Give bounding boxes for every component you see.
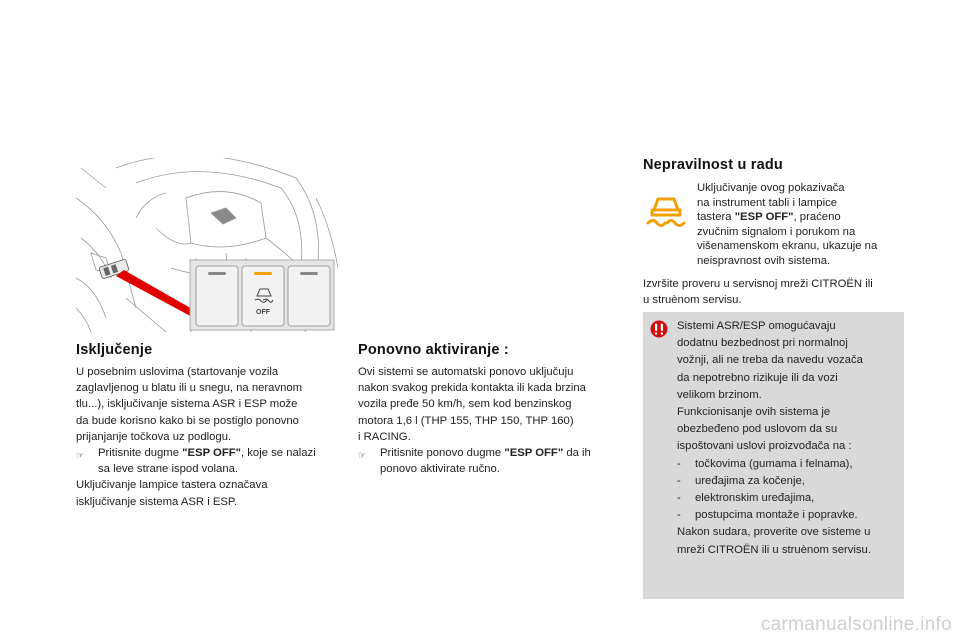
check-text xyxy=(643,276,913,308)
warning-line-2: dodatnu bezbednost pri normalnoj xyxy=(677,337,848,350)
indicator-line-3 xyxy=(697,210,907,225)
check-line-1: Izvršite proveru u servisnoj mreži CITROËN ili xyxy=(643,278,873,290)
middle-bullet-text-d: ponovo aktivirate ručno. xyxy=(380,463,500,476)
middle-p1-line-2: nakon svakog prekida kontakta ili kada brzina xyxy=(358,382,586,395)
indicator-line-1: Uključivanje ovog pokazivača xyxy=(697,182,845,194)
middle-p1-line-3: vozila pređe 50 km/h, sem kod benzinskog xyxy=(358,398,572,411)
middle-p1-line-1: Ovi sistemi se automatski ponovo uključuju xyxy=(358,366,574,378)
left-p1-line-5: prijanjanje točkova uz podlogu. xyxy=(76,430,232,443)
esp-warning-icon xyxy=(645,193,687,229)
left-bullet-text-c: , koje se nalazi xyxy=(240,447,316,460)
left-p1-line-2: zaglavljenog u blatu ili u snegu, na neravnom xyxy=(76,382,303,395)
warning-line-4: da nepotrebno rizikuje ili da vozi xyxy=(677,371,838,384)
middle-p1-line-5: i RACING. xyxy=(358,430,411,443)
dashboard-drawing xyxy=(76,158,338,332)
left-p2-line-1: Uključivanje lampice tastera označava xyxy=(76,479,268,492)
left-bullet-text-a: Pritisnite dugme xyxy=(98,447,183,460)
indicator-line-6: neispravnost ovih sistema. xyxy=(697,254,831,267)
warning-dash-item: - uređajima za kočenje, xyxy=(677,473,897,490)
dash-item-text: točkovima (gumama i felnama), xyxy=(695,457,853,470)
warning-line-10: mreži CITROËN ili u struènom servisu. xyxy=(677,543,871,556)
warning-line-7: obezbeđeno pod uslovom da su xyxy=(677,423,838,436)
warning-line-8: ispoštovani uslovi proizvođača na : xyxy=(677,440,852,453)
warning-dash-item: - točkovima (gumama i felnama), xyxy=(677,456,897,473)
middle-bullet-text-a: Pritisnite ponovo dugme xyxy=(380,447,505,460)
warning-text xyxy=(677,318,897,559)
check-line-2: u struènom servisu. xyxy=(643,294,742,307)
indicator-line-2: na instrument tabli i lampice xyxy=(697,196,838,209)
middle-p1-line-4: motora 1,6 l (THP 155, THP 150, THP 160) xyxy=(358,414,574,427)
warning-line-1: Sistemi ASR/ESP omogućavaju xyxy=(677,320,836,332)
warning-dash-item: - postupcima montaže i popravke. xyxy=(677,507,897,524)
left-p1-line-4: da bude korisno kako bi se postiglo ponovno xyxy=(76,414,299,427)
indicator-esp-off: "ESP OFF" xyxy=(734,211,794,224)
indicator-line-4: zvučnim signalom i porukom na xyxy=(697,225,856,238)
pointer-icon: ☞ xyxy=(76,450,85,461)
warning-line-6: Funkcionisanje ovih sistema je xyxy=(677,406,831,419)
exclamation-warning-icon xyxy=(650,320,668,338)
left-p2-line-2: isključivanje sistema ASR i ESP. xyxy=(76,495,238,508)
left-bullet-text-d: sa leve strane ispod volana. xyxy=(98,463,239,476)
left-p1-line-1: U posebnim uslovima (startovanje vozila xyxy=(76,366,279,378)
dash-item-text: elektronskim uređajima, xyxy=(695,492,815,505)
dash-item-text: uređajima za kočenje, xyxy=(695,474,805,487)
warning-line-5: velikom brzinom. xyxy=(677,388,762,401)
esp-switch-illustration xyxy=(76,158,338,332)
indicator-pre: tastera xyxy=(697,211,735,224)
left-bullet-esp-off: "ESP OFF" xyxy=(182,447,241,460)
watermark: carmanualsonline.info xyxy=(760,614,952,635)
middle-bullet xyxy=(358,445,628,477)
heading-ponovno-aktiviranje: Ponovno aktiviranje : xyxy=(358,342,509,358)
dash-item-text: postupcima montaže i popravke. xyxy=(695,509,858,522)
middle-text xyxy=(358,364,628,477)
off-label: OFF xyxy=(256,309,270,316)
left-p1-line-3: tlu...), isključivanje sistema ASR i ESP može xyxy=(76,398,298,411)
heading-iskljucenje: Isključenje xyxy=(76,342,153,358)
indicator-post: , praćeno xyxy=(793,211,841,224)
left-text xyxy=(76,364,346,510)
heading-nepravilnost: Nepravilnost u radu xyxy=(643,157,783,173)
indicator-text xyxy=(697,181,907,269)
warning-dash-item: - elektronskim uređajima, xyxy=(677,490,897,507)
warning-line-9: Nakon sudara, proverite ove sisteme u xyxy=(677,526,871,539)
pointer-icon: ☞ xyxy=(358,450,367,461)
left-bullet xyxy=(76,445,346,477)
middle-bullet-text-c: da ih xyxy=(563,447,591,460)
warning-line-3: vožnji, ali ne treba da navedu vozača xyxy=(677,354,863,367)
middle-bullet-esp-off: "ESP OFF" xyxy=(504,447,564,460)
indicator-line-5: višenamenskom ekranu, ukazuje na xyxy=(697,240,878,253)
